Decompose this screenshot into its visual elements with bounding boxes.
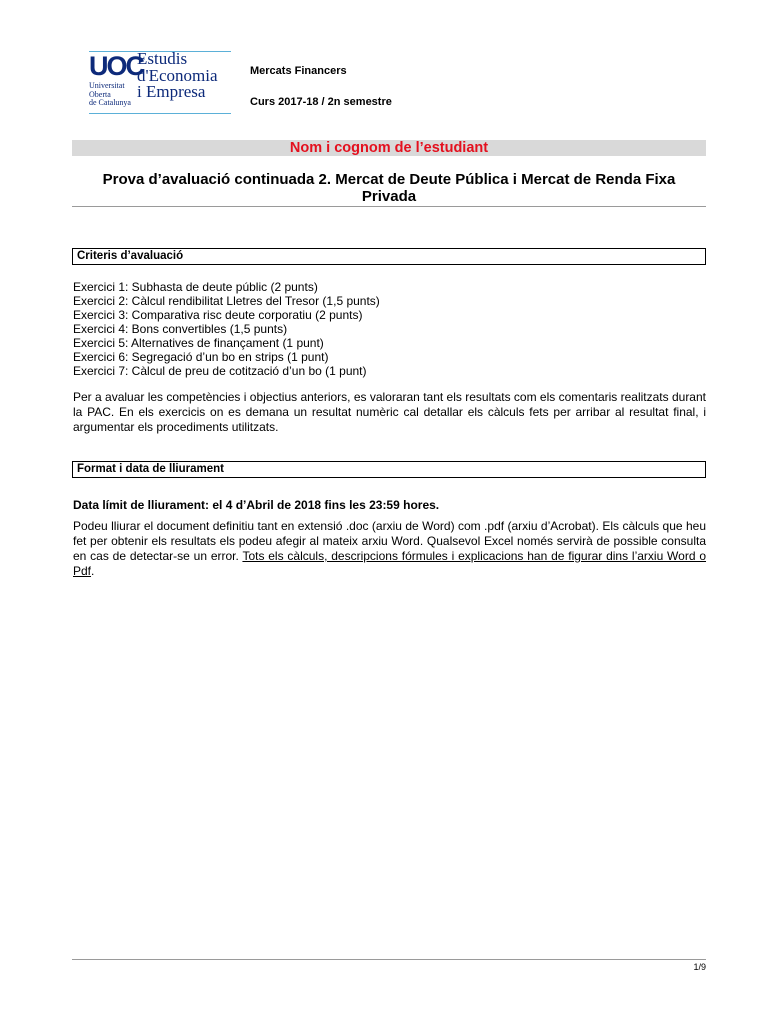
criteria-paragraph: Per a avaluar les competències i objectius anteriors, es valoraran tant els resultats com els comentaris realitzats durant la PAC. En els exercicis on es demana un resultat numèric cal detallar els càlculs fets per arribar al resultat final, i argumentar els procediments utilitzats. (73, 390, 706, 434)
delivery-underlined-text: Tots els càlculs, descripcions fórmules i explicacions han de figurar dins l’arxiu Word o Pdf (73, 549, 707, 578)
document-title (72, 171, 706, 205)
university-line: Oberta (89, 89, 111, 99)
student-name-bar: Nom i cognom de l’estudiant (72, 140, 706, 156)
section-heading-delivery: Format i data de lliurament (72, 461, 706, 478)
delivery-text-end: . (91, 564, 95, 578)
university-line: de Catalunya (89, 98, 131, 107)
criteria-item: Exercici 1: Subhasta de deute públic (2 punts) (73, 280, 318, 294)
criteria-list (73, 280, 380, 378)
university-line: Universitat (89, 81, 125, 90)
criteria-item: Exercici 5: Alternatives de finançament (1 punt) (73, 336, 324, 350)
document-title-line: Privada (361, 188, 417, 205)
course-name: Mercats Financers (250, 65, 347, 77)
section-heading-criteria: Criteris d’avaluació (72, 248, 706, 265)
uoc-logo-mark: UOC (89, 51, 143, 81)
delivery-deadline: Data límit de lliurament: el 4 d’Abril de 2018 fins les 23:59 hores. (73, 498, 440, 512)
criteria-item: Exercici 4: Bons convertibles (1,5 punts) (73, 322, 288, 336)
document-title-line: Prova d’avaluació continuada 2. Mercat de Deute Pública i Mercat de Renda Fixa (102, 171, 676, 188)
faculty-line: Estudis (137, 49, 188, 68)
faculty-line: i Empresa (137, 82, 206, 101)
delivery-paragraph (73, 519, 706, 579)
criteria-item: Exercici 6: Segregació d’un bo en strips (1 punt) (73, 350, 329, 364)
criteria-item: Exercici 2: Càlcul rendibilitat Lletres del Tresor (1,5 punts) (73, 294, 380, 308)
university-name (89, 82, 139, 108)
criteria-item: Exercici 7: Càlcul de preu de cotització d’un bo (1 punt) (73, 364, 367, 378)
page-number: 1/9 (693, 962, 706, 972)
faculty-line: d'Economia (137, 65, 218, 85)
course-term: Curs 2017-18 / 2n semestre (250, 96, 392, 108)
logo-bottom-rule (89, 113, 231, 114)
delivery-text: Podeu lliurar el document definitiu tant en extensió .doc (arxiu de Word) com .pdf (arxiu d’Acrobat). Els càlculs que heu fet per obtenir els resultats els podeu afegir al mateix arxiu Word. Qualsevol Excel només servirà de possible consulta en cas de detectar-se un error. (73, 519, 706, 563)
title-divider (72, 206, 706, 207)
faculty-name (137, 51, 237, 101)
criteria-item: Exercici 3: Comparativa risc deute corporatiu (2 punts) (73, 308, 363, 322)
footer-divider (72, 959, 706, 960)
